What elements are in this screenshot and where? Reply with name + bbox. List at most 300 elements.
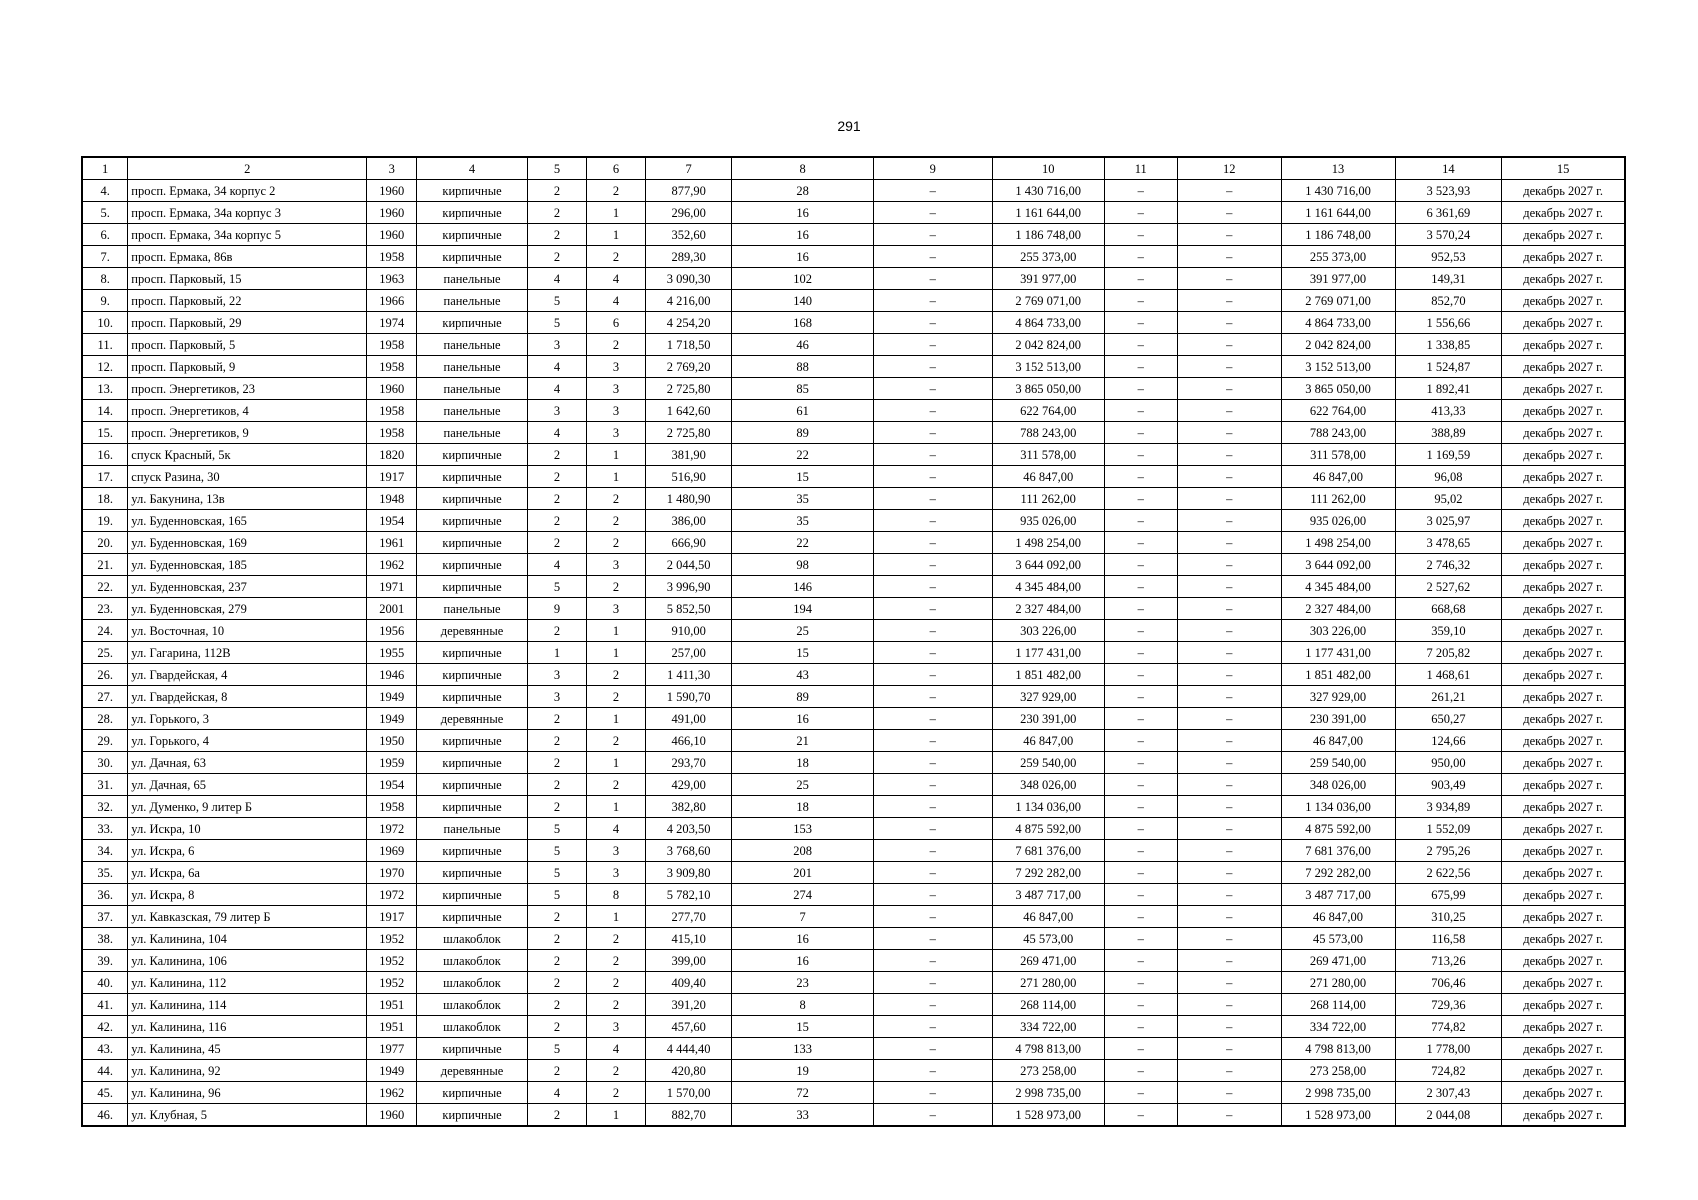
table-cell: 4 [527, 1082, 586, 1104]
table-row [82, 576, 1625, 598]
table-cell: 303 226,00 [1281, 620, 1395, 642]
table-cell: – [1104, 554, 1177, 576]
table-row [82, 290, 1625, 312]
table-cell: 6 361,69 [1395, 202, 1502, 224]
table-cell: декабрь 2027 г. [1502, 708, 1625, 730]
table-cell: 3 [586, 378, 645, 400]
table-cell: – [873, 554, 992, 576]
table-cell: – [1177, 884, 1281, 906]
table-cell: шлакоблок [417, 928, 528, 950]
table-cell: 22. [82, 576, 128, 598]
table-cell: декабрь 2027 г. [1502, 906, 1625, 928]
table-cell: – [873, 950, 992, 972]
table-row [82, 598, 1625, 620]
table-cell: декабрь 2027 г. [1502, 840, 1625, 862]
table-cell: ул. Дачная, 63 [128, 752, 367, 774]
table-cell: 21. [82, 554, 128, 576]
table-cell: – [1104, 510, 1177, 532]
table-cell: 35 [732, 488, 873, 510]
table-cell: 622 764,00 [1281, 400, 1395, 422]
table-cell: деревянные [417, 1060, 528, 1082]
table-cell: 729,36 [1395, 994, 1502, 1016]
table-cell: просп. Ермака, 34а корпус 3 [128, 202, 367, 224]
table-cell: кирпичные [417, 202, 528, 224]
table-cell: 18 [732, 796, 873, 818]
table-cell: декабрь 2027 г. [1502, 334, 1625, 356]
table-row [82, 884, 1625, 906]
table-cell: 40. [82, 972, 128, 994]
table-cell: 7 681 376,00 [1281, 840, 1395, 862]
table-cell: 311 578,00 [1281, 444, 1395, 466]
table-cell: 2 [527, 510, 586, 532]
table-cell: 5 [527, 312, 586, 334]
table-cell: 706,46 [1395, 972, 1502, 994]
table-cell: 9 [527, 598, 586, 620]
table-cell: 429,00 [645, 774, 731, 796]
table-cell: 45 573,00 [992, 928, 1104, 950]
table-cell: 4 216,00 [645, 290, 731, 312]
table-cell: 3 [586, 554, 645, 576]
table-cell: просп. Энергетиков, 4 [128, 400, 367, 422]
table-cell: 1 570,00 [645, 1082, 731, 1104]
table-cell: 2 [527, 950, 586, 972]
table-cell: просп. Парковый, 29 [128, 312, 367, 334]
table-cell: 3 570,24 [1395, 224, 1502, 246]
table-cell: – [1104, 752, 1177, 774]
table-cell: 5 [527, 884, 586, 906]
table-cell: – [873, 532, 992, 554]
table-cell: 4 798 813,00 [1281, 1038, 1395, 1060]
table-cell: деревянные [417, 708, 528, 730]
table-cell: – [873, 1060, 992, 1082]
table-row [82, 774, 1625, 796]
table-cell: 44. [82, 1060, 128, 1082]
table-cell: 2 [527, 202, 586, 224]
table-cell: – [1177, 246, 1281, 268]
table-cell: декабрь 2027 г. [1502, 686, 1625, 708]
table-cell: 18. [82, 488, 128, 510]
table-cell: ул. Искра, 6 [128, 840, 367, 862]
table-row [82, 246, 1625, 268]
table-cell: декабрь 2027 г. [1502, 1082, 1625, 1104]
table-cell: 2 [586, 180, 645, 202]
column-number-header: 10 [992, 157, 1104, 180]
table-cell: 140 [732, 290, 873, 312]
table-cell: декабрь 2027 г. [1502, 620, 1625, 642]
table-cell: 1949 [367, 1060, 417, 1082]
table-cell: панельные [417, 334, 528, 356]
table-cell: 334 722,00 [1281, 1016, 1395, 1038]
table-body [82, 157, 1625, 1126]
table-cell: 25 [732, 620, 873, 642]
table-cell: 1917 [367, 466, 417, 488]
table-cell: 1 411,30 [645, 664, 731, 686]
table-cell: – [873, 1082, 992, 1104]
table-cell: 2 [527, 488, 586, 510]
table-cell: 1 [586, 620, 645, 642]
table-cell: – [1177, 752, 1281, 774]
table-cell: 259 540,00 [1281, 752, 1395, 774]
table-cell: 2 [527, 796, 586, 818]
table-cell: 4 203,50 [645, 818, 731, 840]
table-cell: – [1177, 290, 1281, 312]
table-cell: – [873, 356, 992, 378]
table-cell: ул. Буденновская, 165 [128, 510, 367, 532]
table-cell: 2 [586, 532, 645, 554]
table-cell: 1946 [367, 664, 417, 686]
table-cell: 146 [732, 576, 873, 598]
table-cell: 153 [732, 818, 873, 840]
table-cell: 96,08 [1395, 466, 1502, 488]
table-cell: 38. [82, 928, 128, 950]
table-cell: 466,10 [645, 730, 731, 752]
table-row [82, 488, 1625, 510]
table-cell: 1960 [367, 1104, 417, 1127]
table-cell: – [1104, 818, 1177, 840]
table-cell: 3 487 717,00 [992, 884, 1104, 906]
table-cell: 8 [586, 884, 645, 906]
table-cell: 45 573,00 [1281, 928, 1395, 950]
table-cell: 72 [732, 1082, 873, 1104]
table-cell: 2 042 824,00 [1281, 334, 1395, 356]
table-cell: 3 523,93 [1395, 180, 1502, 202]
table-cell: декабрь 2027 г. [1502, 598, 1625, 620]
table-cell: кирпичные [417, 730, 528, 752]
table-cell: панельные [417, 598, 528, 620]
table-cell: – [1104, 356, 1177, 378]
table-cell: – [1104, 268, 1177, 290]
table-cell: – [1177, 202, 1281, 224]
table-cell: 2 [586, 488, 645, 510]
table-cell: 352,60 [645, 224, 731, 246]
table-cell: 5 [527, 576, 586, 598]
table-cell: 348 026,00 [1281, 774, 1395, 796]
table-cell: панельные [417, 268, 528, 290]
table-cell: просп. Ермака, 34а корпус 5 [128, 224, 367, 246]
table-cell: 327 929,00 [992, 686, 1104, 708]
table-cell: 2 [527, 752, 586, 774]
table-cell: декабрь 2027 г. [1502, 224, 1625, 246]
table-cell: 33 [732, 1104, 873, 1127]
table-cell: 1958 [367, 246, 417, 268]
table-cell: ул. Искра, 8 [128, 884, 367, 906]
column-number-header: 14 [1395, 157, 1502, 180]
table-cell: 7 [732, 906, 873, 928]
table-cell: 2 042 824,00 [992, 334, 1104, 356]
table-cell: 2 725,80 [645, 378, 731, 400]
table-cell: 4 864 733,00 [1281, 312, 1395, 334]
table-cell: 46 847,00 [992, 466, 1104, 488]
table-cell: – [1177, 1082, 1281, 1104]
table-row [82, 752, 1625, 774]
table-cell: ул. Гагарина, 112В [128, 642, 367, 664]
table-cell: кирпичные [417, 532, 528, 554]
table-cell: – [873, 1104, 992, 1127]
table-cell: 133 [732, 1038, 873, 1060]
table-cell: 89 [732, 422, 873, 444]
table-cell: 1 430 716,00 [992, 180, 1104, 202]
table-cell: 1 528 973,00 [992, 1104, 1104, 1127]
table-cell: 4 864 733,00 [992, 312, 1104, 334]
table-row [82, 1104, 1625, 1127]
table-cell: 2 [527, 994, 586, 1016]
table-cell: – [1177, 664, 1281, 686]
table-cell: 46. [82, 1104, 128, 1127]
table-cell: шлакоблок [417, 950, 528, 972]
table-cell: 3 644 092,00 [1281, 554, 1395, 576]
table-cell: просп. Энергетиков, 23 [128, 378, 367, 400]
table-cell: декабрь 2027 г. [1502, 488, 1625, 510]
table-cell: ул. Бакунина, 13в [128, 488, 367, 510]
table-cell: – [873, 1038, 992, 1060]
table-cell: 1 480,90 [645, 488, 731, 510]
table-cell: – [1104, 180, 1177, 202]
table-cell: 2 [586, 334, 645, 356]
table-cell: декабрь 2027 г. [1502, 862, 1625, 884]
table-cell: просп. Парковый, 15 [128, 268, 367, 290]
table-cell: 877,90 [645, 180, 731, 202]
table-cell: – [1104, 840, 1177, 862]
table-cell: 788 243,00 [992, 422, 1104, 444]
table-row [82, 180, 1625, 202]
table-cell: кирпичные [417, 840, 528, 862]
table-cell: 1950 [367, 730, 417, 752]
table-row [82, 862, 1625, 884]
table-cell: ул. Клубная, 5 [128, 1104, 367, 1127]
table-cell: 271 280,00 [992, 972, 1104, 994]
table-row [82, 664, 1625, 686]
table-cell: декабрь 2027 г. [1502, 422, 1625, 444]
table-cell: 3 909,80 [645, 862, 731, 884]
table-cell: – [1177, 400, 1281, 422]
table-cell: кирпичные [417, 1038, 528, 1060]
table-cell: 3 [586, 356, 645, 378]
table-cell: декабрь 2027 г. [1502, 818, 1625, 840]
table-cell: декабрь 2027 г. [1502, 290, 1625, 312]
table-cell: 2 [586, 576, 645, 598]
table-cell: 124,66 [1395, 730, 1502, 752]
table-cell: – [1177, 488, 1281, 510]
table-cell: 5 852,50 [645, 598, 731, 620]
table-cell: 296,00 [645, 202, 731, 224]
table-cell: – [873, 906, 992, 928]
table-cell: – [873, 488, 992, 510]
table-cell: 420,80 [645, 1060, 731, 1082]
table-cell: – [873, 884, 992, 906]
table-cell: 1952 [367, 950, 417, 972]
table-cell: 3 487 717,00 [1281, 884, 1395, 906]
table-cell: 3 025,97 [1395, 510, 1502, 532]
table-cell: – [873, 334, 992, 356]
table-cell: 516,90 [645, 466, 731, 488]
table-cell: 1958 [367, 796, 417, 818]
table-cell: – [1177, 950, 1281, 972]
table-cell: – [1104, 1016, 1177, 1038]
table-cell: декабрь 2027 г. [1502, 246, 1625, 268]
table-cell: – [1104, 378, 1177, 400]
table-cell: декабрь 2027 г. [1502, 1016, 1625, 1038]
table-cell: – [1177, 840, 1281, 862]
table-cell: 3 152 513,00 [1281, 356, 1395, 378]
table-cell: 1974 [367, 312, 417, 334]
table-cell: 2 [586, 774, 645, 796]
table-cell: – [1104, 444, 1177, 466]
table-cell: 273 258,00 [1281, 1060, 1395, 1082]
table-cell: 2 [586, 510, 645, 532]
table-cell: шлакоблок [417, 1016, 528, 1038]
table-cell: – [873, 708, 992, 730]
table-cell: – [1177, 576, 1281, 598]
table-cell: декабрь 2027 г. [1502, 1038, 1625, 1060]
table-header-row [82, 157, 1625, 180]
table-cell: 23. [82, 598, 128, 620]
table-cell: – [873, 246, 992, 268]
table-cell: 4 [527, 422, 586, 444]
table-cell: 1 [586, 906, 645, 928]
column-number-header: 9 [873, 157, 992, 180]
table-cell: просп. Ермака, 34 корпус 2 [128, 180, 367, 202]
table-row [82, 312, 1625, 334]
table-cell: 1820 [367, 444, 417, 466]
table-cell: 268 114,00 [992, 994, 1104, 1016]
table-cell: 2001 [367, 598, 417, 620]
table-row [82, 444, 1625, 466]
table-cell: 1 [586, 224, 645, 246]
table-cell: 1970 [367, 862, 417, 884]
table-row [82, 994, 1625, 1016]
table-cell: 2 [527, 972, 586, 994]
table-cell: 4 798 813,00 [992, 1038, 1104, 1060]
table-row [82, 532, 1625, 554]
table-cell: 2 [586, 664, 645, 686]
table-cell: 1954 [367, 774, 417, 796]
table-cell: 15 [732, 1016, 873, 1038]
table-cell: 935 026,00 [992, 510, 1104, 532]
table-cell: 293,70 [645, 752, 731, 774]
table-cell: 1 718,50 [645, 334, 731, 356]
table-cell: – [1104, 642, 1177, 664]
table-cell: – [1177, 796, 1281, 818]
table-cell: – [1104, 1060, 1177, 1082]
table-cell: ул. Дачная, 65 [128, 774, 367, 796]
table-cell: 1956 [367, 620, 417, 642]
table-cell: – [873, 312, 992, 334]
table-cell: 1962 [367, 554, 417, 576]
table-cell: 1 [586, 796, 645, 818]
table-cell: – [1177, 708, 1281, 730]
table-cell: 19 [732, 1060, 873, 1082]
table-cell: – [1177, 818, 1281, 840]
table-cell: – [1104, 532, 1177, 554]
table-cell: 3 [586, 400, 645, 422]
table-cell: просп. Ермака, 86в [128, 246, 367, 268]
table-cell: декабрь 2027 г. [1502, 312, 1625, 334]
table-cell: 168 [732, 312, 873, 334]
table-cell: 26. [82, 664, 128, 686]
table-cell: 2 725,80 [645, 422, 731, 444]
table-cell: – [1177, 862, 1281, 884]
table-cell: – [873, 510, 992, 532]
table-cell: – [873, 444, 992, 466]
table-cell: 16 [732, 928, 873, 950]
table-cell: 37. [82, 906, 128, 928]
table-cell: 1 468,61 [1395, 664, 1502, 686]
table-cell: кирпичные [417, 1082, 528, 1104]
table-cell: – [1177, 598, 1281, 620]
column-number-header: 6 [586, 157, 645, 180]
table-cell: 3 090,30 [645, 268, 731, 290]
table-cell: – [1104, 884, 1177, 906]
table-cell: ул. Гвардейская, 8 [128, 686, 367, 708]
table-cell: 2 [527, 708, 586, 730]
table-cell: 22 [732, 444, 873, 466]
table-cell: – [1177, 268, 1281, 290]
table-cell: 4 [586, 290, 645, 312]
table-cell: просп. Парковый, 9 [128, 356, 367, 378]
table-cell: 852,70 [1395, 290, 1502, 312]
table-cell: – [1104, 598, 1177, 620]
table-cell: 1960 [367, 202, 417, 224]
table-cell: 1949 [367, 686, 417, 708]
table-cell: 2 769 071,00 [1281, 290, 1395, 312]
column-number-header: 1 [82, 157, 128, 180]
table-row [82, 906, 1625, 928]
table-cell: 724,82 [1395, 1060, 1502, 1082]
table-cell: ул. Буденновская, 169 [128, 532, 367, 554]
table-cell: 359,10 [1395, 620, 1502, 642]
table-cell: 675,99 [1395, 884, 1502, 906]
table-cell: 1 [586, 466, 645, 488]
table-cell: 3 768,60 [645, 840, 731, 862]
table-cell: 1972 [367, 818, 417, 840]
table-row [82, 796, 1625, 818]
table-cell: 882,70 [645, 1104, 731, 1127]
table-cell: – [1177, 730, 1281, 752]
table-cell: 230 391,00 [992, 708, 1104, 730]
table-row [82, 422, 1625, 444]
table-cell: – [873, 862, 992, 884]
table-cell: – [1177, 1104, 1281, 1127]
table-cell: 4 [527, 356, 586, 378]
table-cell: – [1177, 422, 1281, 444]
table-cell: 2 527,62 [1395, 576, 1502, 598]
table-row [82, 466, 1625, 488]
table-cell: 2 746,32 [1395, 554, 1502, 576]
table-cell: – [1177, 906, 1281, 928]
table-cell: кирпичные [417, 466, 528, 488]
table-cell: 28. [82, 708, 128, 730]
table-cell: 1963 [367, 268, 417, 290]
table-cell: – [1177, 334, 1281, 356]
table-cell: 36. [82, 884, 128, 906]
table-cell: 20. [82, 532, 128, 554]
table-row [82, 620, 1625, 642]
table-cell: ул. Буденновская, 279 [128, 598, 367, 620]
table-cell: 102 [732, 268, 873, 290]
table-cell: 1 892,41 [1395, 378, 1502, 400]
table-cell: – [1177, 774, 1281, 796]
table-cell: – [1104, 400, 1177, 422]
table-cell: просп. Парковый, 5 [128, 334, 367, 356]
table-cell: 1 [586, 1104, 645, 1127]
table-row [82, 356, 1625, 378]
table-cell: – [1104, 972, 1177, 994]
table-cell: 415,10 [645, 928, 731, 950]
table-row [82, 686, 1625, 708]
table-row [82, 730, 1625, 752]
table-cell: 334 722,00 [992, 1016, 1104, 1038]
table-cell: 2 [527, 180, 586, 202]
